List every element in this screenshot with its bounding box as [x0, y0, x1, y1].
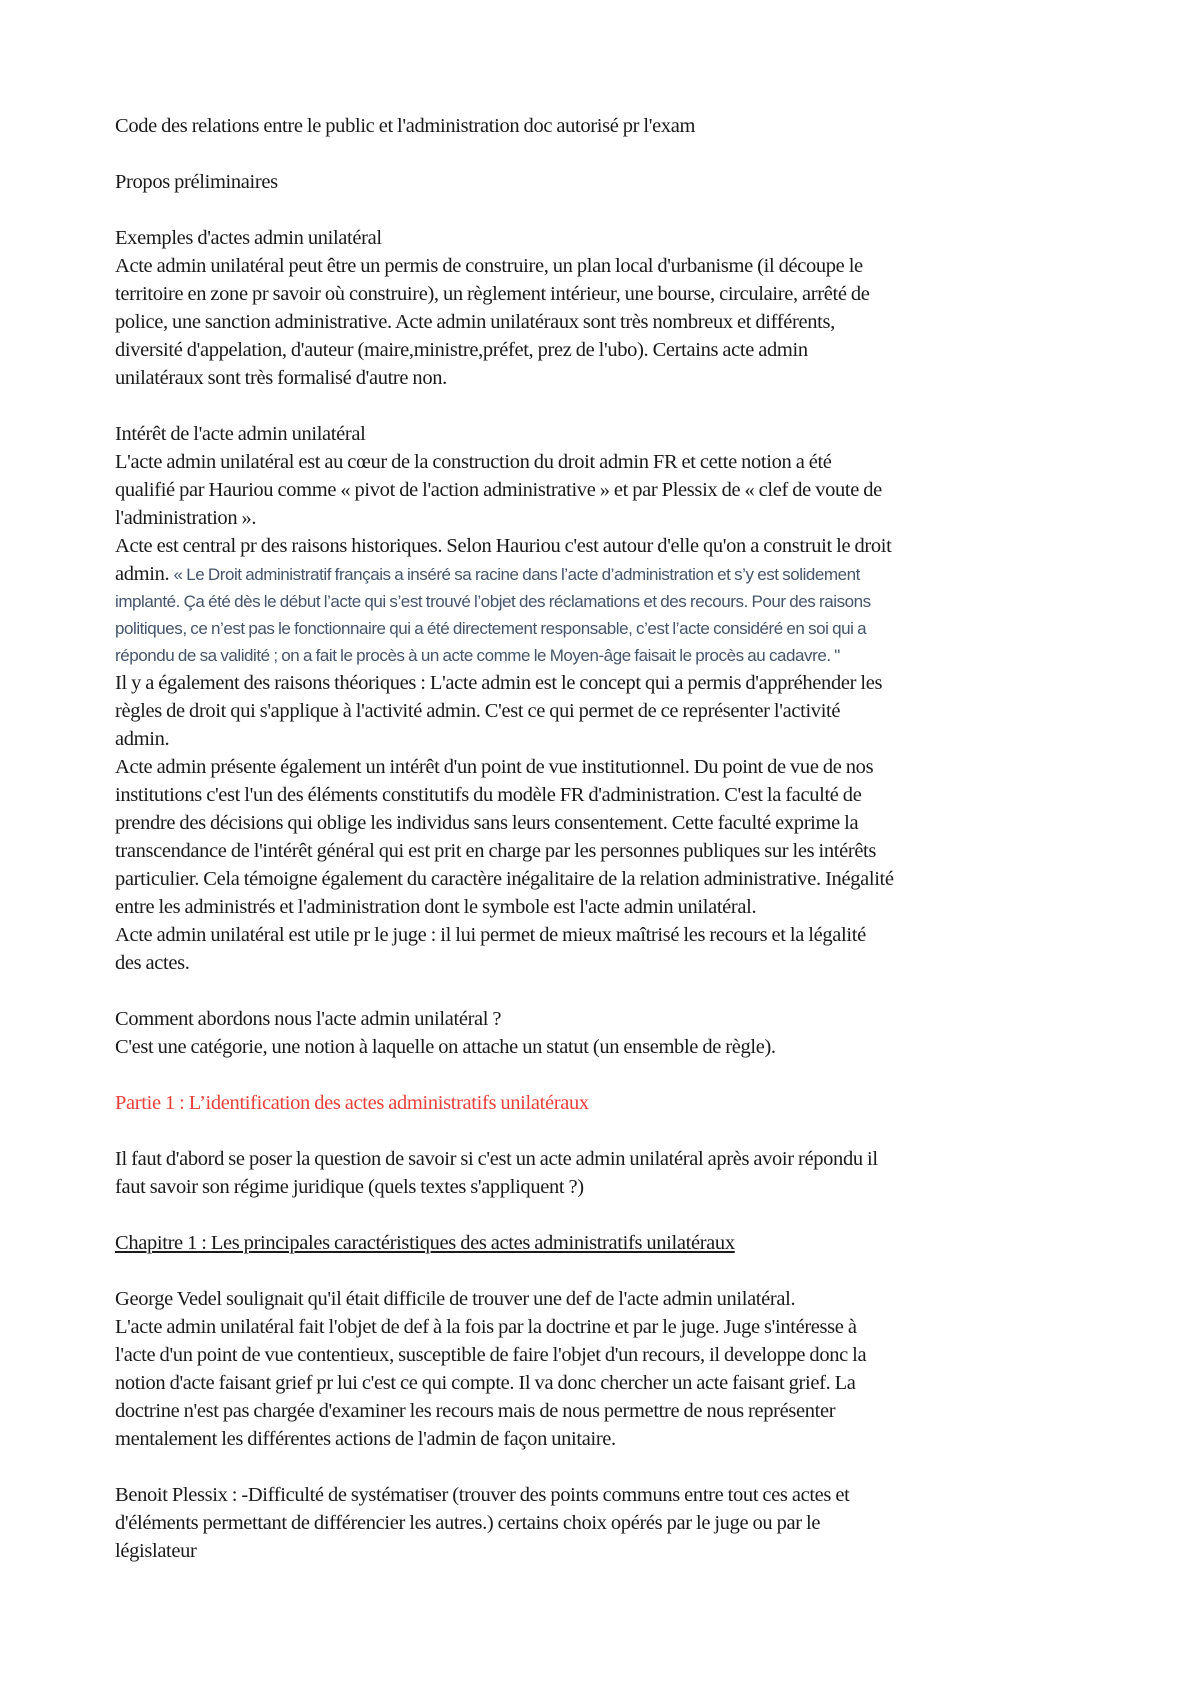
text-line: [115, 168, 1105, 196]
line-text: Partie 1 : L’identification des actes administratifs unilatéraux: [115, 1092, 589, 1114]
text-line: [115, 280, 1105, 308]
text-line: [115, 1313, 1105, 1341]
line-text: L'acte admin unilatéral fait l'objet de def à la fois par la doctrine et par le juge. Juge s'intéresse à: [115, 1316, 857, 1338]
text-line: [115, 1425, 1105, 1453]
line-text: institutions c'est l'un des éléments constitutifs du modèle FR d'administration. C'est la faculté de: [115, 784, 862, 806]
text-line: [115, 224, 1105, 252]
text-line: [115, 697, 1105, 725]
text-line: [115, 1173, 1105, 1201]
document-page: [115, 112, 1105, 1565]
line-text: mentalement les différentes actions de l'admin de façon unitaire.: [115, 1428, 616, 1450]
line-text: prendre des décisions qui oblige les individus sans leurs consentement. Cette faculté exprime la: [115, 812, 859, 834]
quote-line: [115, 642, 1105, 669]
text-line: [115, 1145, 1105, 1173]
part-heading: [115, 1089, 1105, 1117]
text-line: [115, 837, 1105, 865]
line-text: Acte admin unilatéral peut être un permis de construire, un plan local d'urbanisme (il découpe le: [115, 255, 863, 277]
text-line: [115, 753, 1105, 781]
text-line: [115, 725, 1105, 753]
line-text: Comment abordons nous l'acte admin unilatéral ?: [115, 1008, 502, 1030]
hauriou-quote-text: répondu de sa validité ; on a fait le procès à un acte comme le Moyen-âge faisait le procès au cadavre. ": [115, 646, 840, 665]
line-text: législateur: [115, 1540, 197, 1562]
text-line: [115, 1369, 1105, 1397]
blank-line: [115, 1061, 1105, 1089]
line-text: règles de droit qui s'applique à l'activité admin. C'est ce qui permet de ce représenter l'activité: [115, 700, 841, 722]
line-text: l'acte d'un point de vue contentieux, susceptible de faire l'objet d'un recours, il developpe donc la: [115, 1344, 867, 1366]
text-line: [115, 669, 1105, 697]
text-line: [115, 781, 1105, 809]
text-line: [115, 1033, 1105, 1061]
blank-line: [115, 196, 1105, 224]
line-text: Il faut d'abord se poser la question de savoir si c'est un acte admin unilatéral après avoir répondu il: [115, 1148, 878, 1170]
line-text: Acte est central pr des raisons historiques. Selon Hauriou c'est autour d'elle qu'on a construit le droit: [115, 535, 892, 557]
line-text: Propos préliminaires: [115, 171, 278, 193]
blank-line: [115, 392, 1105, 420]
text-line: [115, 532, 1105, 560]
text-line: [115, 1341, 1105, 1369]
text-line: [115, 252, 1105, 280]
text-line: [115, 308, 1105, 336]
text-line: [115, 893, 1105, 921]
blank-line: [115, 1117, 1105, 1145]
text-line: [115, 1481, 1105, 1509]
line-text: unilatéraux sont très formalisé d'autre non.: [115, 367, 447, 389]
text-line: [115, 448, 1105, 476]
line-text: d'éléments permettant de différencier les autres.) certains choix opérés par le juge ou par le: [115, 1512, 821, 1534]
line-text: diversité d'appelation, d'auteur (maire,ministre,préfet, prez de l'ubo). Certains acte admin: [115, 339, 808, 361]
line-text: qualifié par Hauriou comme « pivot de l'action administrative » et par Plessix de « clef de voute de: [115, 479, 882, 501]
line-text: police, une sanction administrative. Acte admin unilatéraux sont très nombreux et différents,: [115, 311, 835, 333]
line-text: Intérêt de l'acte admin unilatéral: [115, 423, 366, 445]
text-line: [115, 1005, 1105, 1033]
line-text: transcendance de l'intérêt général qui est prit en charge par les personnes publiques sur les intérêts: [115, 840, 877, 862]
hauriou-quote-text: « Le Droit administratif français a inséré sa racine dans l’acte d’administration et s’y est solidement: [173, 565, 860, 584]
text-line: [115, 504, 1105, 532]
text-line: [115, 420, 1105, 448]
text-line: [115, 1537, 1105, 1565]
line-text: notion d'acte faisant grief pr lui c'est ce qui compte. Il va donc chercher un acte faisant grief. La: [115, 1372, 856, 1394]
text-line: [115, 364, 1105, 392]
line-text: Il y a également des raisons théoriques : L'acte admin est le concept qui a permis d'appréhender les: [115, 672, 883, 694]
line-text: particulier. Cela témoigne également du caractère inégalitaire de la relation administrative. Inégalité: [115, 868, 894, 890]
line-text: Acte admin présente également un intérêt d'un point de vue institutionnel. Du point de vue de nos: [115, 756, 874, 778]
blank-line: [115, 1453, 1105, 1481]
text-line: [115, 112, 1105, 140]
line-text: admin.: [115, 563, 174, 585]
quote-line: [115, 615, 1105, 642]
blank-line: [115, 1201, 1105, 1229]
line-text: l'administration ».: [115, 507, 257, 529]
line-text: Exemples d'actes admin unilatéral: [115, 227, 382, 249]
line-text: Acte admin unilatéral est utile pr le juge : il lui permet de mieux maîtrisé les recours et la légalité: [115, 924, 866, 946]
text-line: [115, 336, 1105, 364]
hauriou-quote-text: politiques, ce n’est pas le fonctionnaire qui a été directement responsable, c’est l’acte considéré en soi qui a: [115, 619, 867, 638]
text-line: [115, 1397, 1105, 1425]
line-text: des actes.: [115, 952, 190, 974]
blank-line: [115, 977, 1105, 1005]
blank-line: [115, 140, 1105, 168]
text-line: [115, 865, 1105, 893]
line-text: L'acte admin unilatéral est au cœur de la construction du droit admin FR et cette notion a été: [115, 451, 832, 473]
text-line: [115, 809, 1105, 837]
quote-line: [115, 560, 1105, 588]
text-line: [115, 949, 1105, 977]
text-line: [115, 921, 1105, 949]
line-text: entre les administrés et l'administration dont le symbole est l'acte admin unilatéral.: [115, 896, 757, 918]
text-line: [115, 1285, 1105, 1313]
chapter-heading: [115, 1229, 1105, 1257]
line-text: Code des relations entre le public et l'administration doc autorisé pr l'exam: [115, 115, 696, 137]
line-text: Benoit Plessix : -Difficulté de systématiser (trouver des points communs entre tout ces actes et: [115, 1484, 850, 1506]
line-text: Chapitre 1 : Les principales caractéristiques des actes administratifs unilatéraux: [115, 1232, 735, 1254]
line-text: C'est une catégorie, une notion à laquelle on attache un statut (un ensemble de règle).: [115, 1036, 776, 1058]
text-line: [115, 476, 1105, 504]
line-text: doctrine n'est pas chargée d'examiner les recours mais de nous permettre de nous représenter: [115, 1400, 836, 1422]
line-text: admin.: [115, 728, 170, 750]
quote-line: [115, 588, 1105, 615]
text-line: [115, 1509, 1105, 1537]
line-text: George Vedel soulignait qu'il était difficile de trouver une def de l'acte admin unilatéral.: [115, 1288, 796, 1310]
hauriou-quote-text: implanté. Ça été dès le début l’acte qui s’est trouvé l’objet des réclamations et des recours. Pour des raisons: [115, 592, 871, 611]
line-text: faut savoir son régime juridique (quels textes s'appliquent ?): [115, 1176, 584, 1198]
line-text: territoire en zone pr savoir où construire), un règlement intérieur, une bourse, circulaire, arrêté de: [115, 283, 870, 305]
blank-line: [115, 1257, 1105, 1285]
